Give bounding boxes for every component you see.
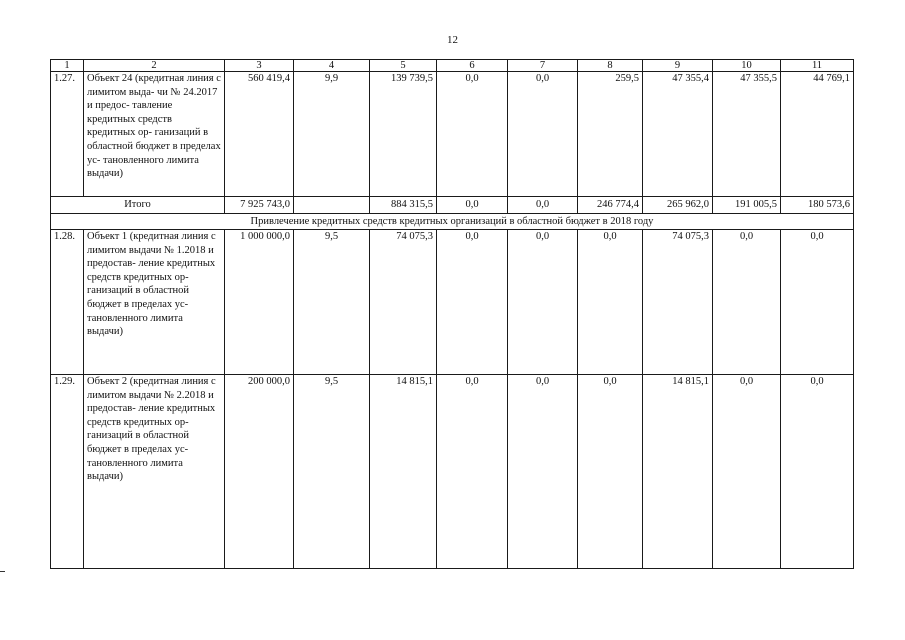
total-c9: 265 962,0 xyxy=(643,197,713,214)
column-header: 7 xyxy=(508,60,578,72)
column-header: 1 xyxy=(51,60,84,72)
cell-c11: 0,0 xyxy=(781,230,854,375)
budget-table xyxy=(50,59,854,569)
cell-c11: 44 769,1 xyxy=(781,72,854,197)
total-c10: 191 005,5 xyxy=(713,197,781,214)
cell-c10: 47 355,5 xyxy=(713,72,781,197)
page-number: 12 xyxy=(447,34,458,46)
cell-c7: 0,0 xyxy=(508,230,578,375)
cell-c8: 0,0 xyxy=(578,230,643,375)
column-header: 10 xyxy=(713,60,781,72)
cell-c10: 0,0 xyxy=(713,230,781,375)
section-title: Привлечение кредитных средств кредитных организаций в областной бюджет в 2018 году xyxy=(51,214,854,230)
object-description: Объект 2 (кредитная линия с лимитом выдачи № 2.2018 и предостав- ление кредитных средств кредитных ор- ганизаций в областной бюджет в пределах ус- тановленного лимита выдачи) xyxy=(84,375,225,569)
cell-c4: 9,5 xyxy=(294,230,370,375)
column-header: 6 xyxy=(437,60,508,72)
cell-c5: 14 815,1 xyxy=(370,375,437,569)
cell-c8: 259,5 xyxy=(578,72,643,197)
total-c4 xyxy=(294,197,370,214)
total-c3: 7 925 743,0 xyxy=(225,197,294,214)
table-row xyxy=(51,72,854,197)
row-index: 1.27. xyxy=(51,72,84,197)
table-row xyxy=(51,230,854,375)
cell-c6: 0,0 xyxy=(437,375,508,569)
table-row xyxy=(51,375,854,569)
column-header: 2 xyxy=(84,60,225,72)
section-row xyxy=(51,214,854,230)
total-row xyxy=(51,197,854,214)
column-header: 11 xyxy=(781,60,854,72)
cell-c10: 0,0 xyxy=(713,375,781,569)
object-description: Объект 24 (кредитная линия с лимитом выда- чи № 24.2017 и предос- тавление кредитных средств кредитных ор- ганизаций в областной бюджет в пределах ус- тановленного лимита выдачи) xyxy=(84,72,225,197)
row-index: 1.28. xyxy=(51,230,84,375)
cell-c9: 47 355,4 xyxy=(643,72,713,197)
cell-c3: 560 419,4 xyxy=(225,72,294,197)
total-label: Итого xyxy=(51,197,225,214)
cell-c4: 9,9 xyxy=(294,72,370,197)
cell-c5: 74 075,3 xyxy=(370,230,437,375)
cell-c3: 200 000,0 xyxy=(225,375,294,569)
cell-c8: 0,0 xyxy=(578,375,643,569)
total-c6: 0,0 xyxy=(437,197,508,214)
cell-c5: 139 739,5 xyxy=(370,72,437,197)
cell-c9: 74 075,3 xyxy=(643,230,713,375)
column-header: 5 xyxy=(370,60,437,72)
cell-c6: 0,0 xyxy=(437,72,508,197)
cell-c6: 0,0 xyxy=(437,230,508,375)
cell-c4: 9,5 xyxy=(294,375,370,569)
column-number-row xyxy=(51,60,854,72)
cell-c7: 0,0 xyxy=(508,72,578,197)
cell-c3: 1 000 000,0 xyxy=(225,230,294,375)
total-c11: 180 573,6 xyxy=(781,197,854,214)
cell-c11: 0,0 xyxy=(781,375,854,569)
column-header: 3 xyxy=(225,60,294,72)
row-index: 1.29. xyxy=(51,375,84,569)
cell-c7: 0,0 xyxy=(508,375,578,569)
edge-mark xyxy=(0,571,5,572)
column-header: 8 xyxy=(578,60,643,72)
cell-c9: 14 815,1 xyxy=(643,375,713,569)
column-header: 9 xyxy=(643,60,713,72)
column-header: 4 xyxy=(294,60,370,72)
object-description: Объект 1 (кредитная линия с лимитом выдачи № 1.2018 и предостав- ление кредитных средств кредитных ор- ганизаций в областной бюджет в пределах ус- тановленного лимита выдачи) xyxy=(84,230,225,375)
total-c5: 884 315,5 xyxy=(370,197,437,214)
total-c7: 0,0 xyxy=(508,197,578,214)
total-c8: 246 774,4 xyxy=(578,197,643,214)
